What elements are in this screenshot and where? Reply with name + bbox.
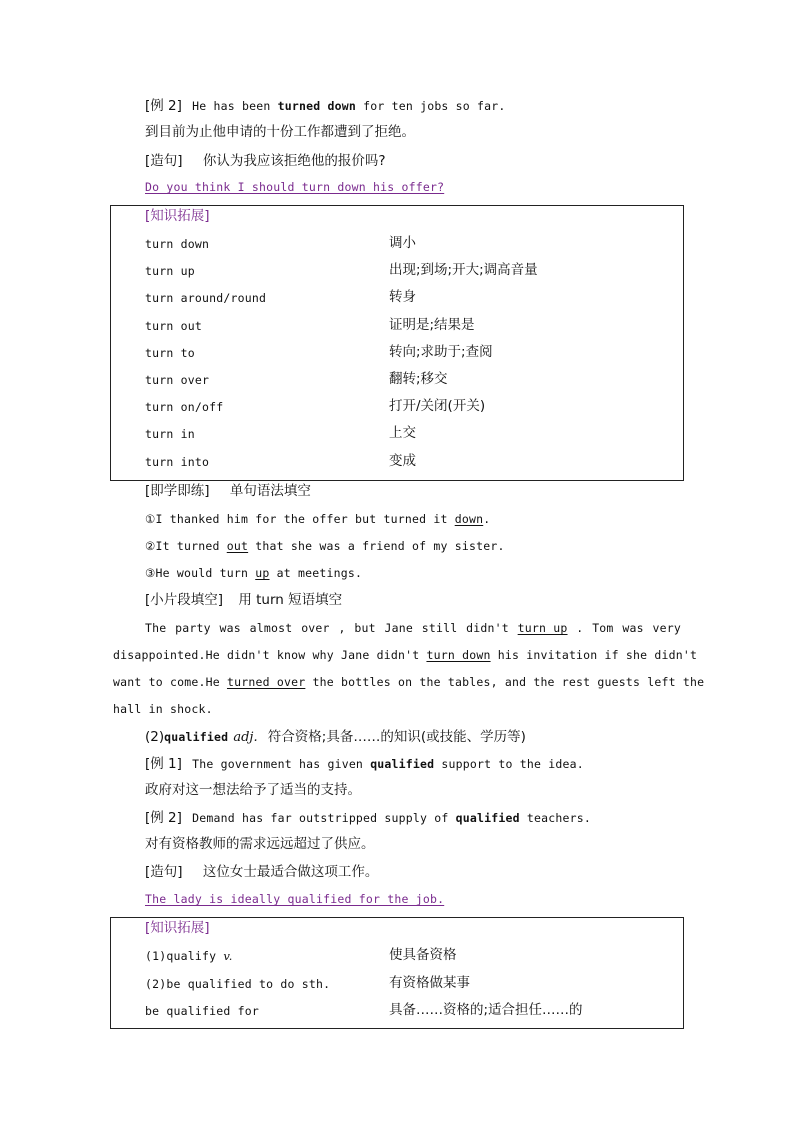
knowledge-row	[145, 369, 705, 389]
example-text-pre: The government has given	[192, 757, 371, 771]
qualified-heading	[145, 726, 526, 746]
make-sentence-label: [造句]	[145, 864, 183, 880]
knowledge-row	[145, 233, 705, 253]
row-meaning: 有资格做某事	[389, 975, 470, 991]
heading-pos: adj.	[233, 730, 258, 745]
passage-word: didn't	[466, 621, 509, 635]
row-meaning: 打开/关闭(开关)	[389, 398, 486, 415]
practice-heading	[145, 480, 311, 500]
practice-answer: out	[226, 539, 249, 553]
passage-word: very	[652, 621, 681, 635]
practice-text: .	[483, 512, 491, 526]
make-sentence-prompt: 这位女士最适合做这项工作。	[202, 864, 379, 880]
passage-word: ,	[338, 621, 346, 635]
practice-answer: up	[255, 566, 270, 580]
passage-line-2	[113, 645, 698, 665]
passage-word: still	[421, 621, 458, 635]
passage-line-3	[113, 672, 705, 692]
passage-word: almost	[249, 621, 293, 635]
passage-word: over	[301, 621, 330, 635]
passage-line-4: hall in shock.	[113, 702, 213, 716]
row-term: turn around/round	[145, 291, 267, 306]
example-text-post: teachers.	[519, 811, 592, 825]
knowledge-box-title: [知识拓展]	[145, 920, 210, 936]
qualified-example-2	[145, 807, 591, 827]
row-meaning: 转向;求助于;查阅	[389, 343, 493, 360]
knowledge-row	[145, 945, 705, 965]
heading-word: qualified	[164, 730, 229, 744]
row-term: turn down	[145, 237, 210, 251]
row-term: turn over	[145, 373, 210, 387]
knowledge-row	[145, 451, 705, 471]
passage-word: but	[354, 621, 376, 635]
example-label: [例 2]	[145, 98, 182, 114]
passage-word: was	[622, 621, 644, 635]
row-meaning: 使具备资格	[389, 947, 457, 963]
row-term: turn out	[145, 318, 202, 333]
knowledge-row	[145, 396, 705, 416]
row-meaning: 转身	[389, 289, 416, 306]
make-sentence-label: [造句]	[145, 153, 183, 169]
example-label: [例 2]	[145, 810, 182, 826]
knowledge-box-qualified	[110, 917, 684, 1029]
row-term: (2)be qualified to do sth.	[145, 977, 331, 991]
passage-blank: turn up	[517, 621, 568, 635]
row-meaning: 具备……资格的;适合担任……的	[389, 1002, 583, 1018]
row-term: (1)qualify v.	[145, 949, 233, 963]
passage-blank: turned over	[226, 675, 306, 689]
practice-answer: down	[454, 512, 484, 526]
knowledge-row	[145, 973, 705, 993]
practice-item	[145, 509, 490, 529]
passage-blank: turn down	[426, 648, 491, 662]
example-label: [例 1]	[145, 756, 182, 772]
row-meaning: 翻转;移交	[389, 371, 448, 387]
row-term: turn into	[145, 454, 210, 469]
example-text-post: support to the idea.	[434, 757, 584, 771]
knowledge-row	[145, 315, 705, 335]
example-2-line	[145, 95, 506, 115]
row-term: turn to	[145, 345, 195, 360]
qualified-example-1	[145, 753, 584, 773]
practice-title: 单句语法填空	[229, 483, 311, 499]
knowledge-row	[145, 287, 705, 307]
example-text-post: for ten jobs so far.	[355, 99, 506, 113]
row-meaning: 调小	[389, 235, 416, 251]
make-sentence-answer: Do you think I should turn down his offer?	[145, 180, 445, 194]
passage-word: .	[576, 621, 584, 635]
heading-definition: 符合资格;具备……的知识(或技能、学历等)	[267, 729, 526, 745]
passage-line-1	[145, 618, 681, 638]
passage-label: [小片段填空]	[145, 592, 224, 608]
practice-label: [即学即练]	[145, 483, 210, 499]
knowledge-row	[145, 342, 705, 362]
example-bold-word: qualified	[370, 757, 435, 771]
practice-text: that she was a friend of my sister.	[248, 539, 505, 553]
knowledge-row	[145, 423, 705, 443]
example-bold-phrase: turned down	[277, 99, 356, 113]
passage-word: The	[145, 621, 167, 635]
row-meaning: 出现;到场;开大;调高音量	[389, 262, 538, 279]
practice-text: ③He would turn	[145, 566, 256, 580]
row-term: turn on/off	[145, 400, 224, 415]
qualified-make-sentence	[145, 861, 378, 881]
knowledge-row	[145, 260, 705, 280]
knowledge-row	[145, 1000, 705, 1020]
row-meaning: 上交	[389, 425, 416, 442]
knowledge-box-turn	[110, 205, 684, 481]
passage-word: Jane	[384, 621, 413, 635]
passage-heading	[145, 589, 342, 609]
row-term: turn up	[145, 264, 195, 279]
practice-item	[145, 536, 505, 556]
passage-title: 用 turn 短语填空	[238, 592, 343, 608]
practice-text: at meetings.	[269, 566, 363, 580]
row-term: turn in	[145, 427, 195, 442]
practice-text: ②It turned	[145, 539, 227, 553]
knowledge-box-title: [知识拓展]	[145, 208, 210, 224]
example-2-translation: 到目前为止他申请的十份工作都遭到了拒绝。	[145, 124, 415, 140]
qualified-example-2-translation: 对有资格教师的需求远远超过了供应。	[145, 836, 375, 852]
example-text-pre: He has been	[192, 99, 278, 113]
row-meaning: 变成	[389, 452, 416, 469]
passage-word: was	[219, 621, 241, 635]
passage-word: Tom	[592, 621, 614, 635]
passage-word: party	[175, 621, 211, 635]
make-sentence-line	[145, 150, 386, 170]
passage-text: his invitation if she didn't	[490, 648, 698, 662]
passage-text: disappointed.He didn't know why Jane didn't	[113, 648, 427, 662]
make-sentence-prompt: 你认为我应该拒绝他的报价吗?	[202, 153, 386, 169]
example-bold-word: qualified	[455, 811, 520, 825]
qualified-example-1-translation: 政府对这一想法给予了适当的支持。	[145, 782, 361, 798]
passage-text: want to come.He	[113, 675, 227, 689]
passage-text: the bottles on the tables, and the rest guests left the	[305, 675, 705, 689]
practice-text: ①I thanked him for the offer but turned it	[145, 512, 455, 526]
heading-number: (2)	[145, 729, 165, 745]
row-term: be qualified for	[145, 1004, 259, 1018]
qualified-make-sentence-answer: The lady is ideally qualified for the job.	[145, 892, 445, 906]
example-text-pre: Demand has far outstripped supply of	[192, 811, 456, 825]
row-meaning: 证明是;结果是	[389, 316, 475, 333]
practice-item	[145, 563, 362, 583]
